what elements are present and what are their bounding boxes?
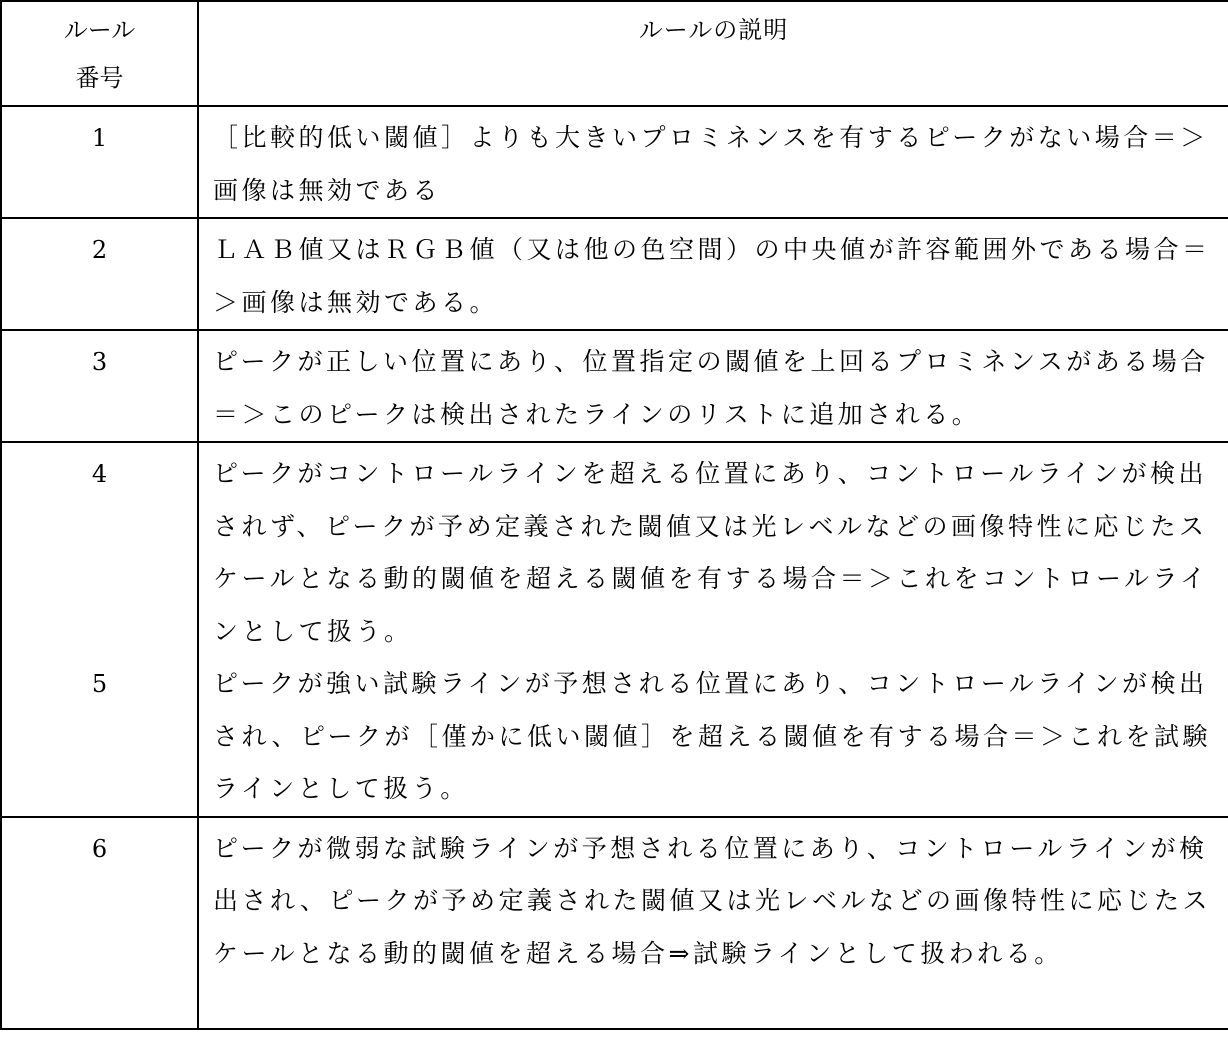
rule-description: ピークが正しい位置にあり、位置指定の閾値を上回るプロミネンスがある場合＝＞このピークは検出されたラインのリストに追加される。: [198, 330, 1228, 442]
rule-number: 2: [1, 218, 198, 330]
rule-number: 3: [1, 330, 198, 442]
header-rule-number-line2: 番号: [75, 64, 124, 92]
rule-description: ピークが強い試験ラインが予想される位置にあり、コントロールラインが検出され、ピークが［僅かに低い閾値］を超える閾値を有する場合＝＞これを試験ラインとして扱う。: [213, 669, 1212, 803]
table-row: [1, 106, 1228, 218]
rule-number: 1: [1, 106, 198, 218]
rule-description: ［比較的低い閾値］よりも大きいプロミネンスを有するピークがない場合＝＞画像は無効である: [198, 106, 1228, 218]
rule-description: ピークがコントロールラインを超える位置にあり、コントロールラインが検出されず、ピークが予め定義された閾値又は光レベルなどの画像特性に応じたスケールとなる動的閾値を超える閾値を有する場合＝＞これをコントロールラインとして扱う。: [213, 459, 1209, 646]
rule-description-group: [198, 442, 1228, 817]
table-row: [1, 218, 1228, 330]
table-row: [1, 442, 1228, 817]
rule-number: 4: [91, 460, 108, 488]
table-row: [1, 330, 1228, 442]
header-rule-description: ルールの説明: [198, 1, 1228, 106]
rule-number-stack: [2, 448, 197, 711]
rule-description: ピークが微弱な試験ラインが予想される位置にあり、コントロールラインが検出され、ピークが予め定義された閾値又は光レベルなどの画像特性に応じたスケールとなる動的閾値を超える場合⇒試験ラインとして扱われる。: [198, 817, 1228, 1029]
header-rule-number-line1: ルール: [63, 16, 136, 44]
header-rule-number: [1, 1, 198, 106]
rule-description: ＬＡＢ値又はＲＧＢ値（又は他の色空間）の中央値が許容範囲外である場合＝＞画像は無効である。: [198, 218, 1228, 330]
rule-number: 6: [1, 817, 198, 1029]
table-row: [1, 817, 1228, 1029]
rule-number: 5: [91, 670, 108, 698]
table-header-row: [1, 1, 1228, 106]
rule-number-group: [1, 442, 198, 817]
